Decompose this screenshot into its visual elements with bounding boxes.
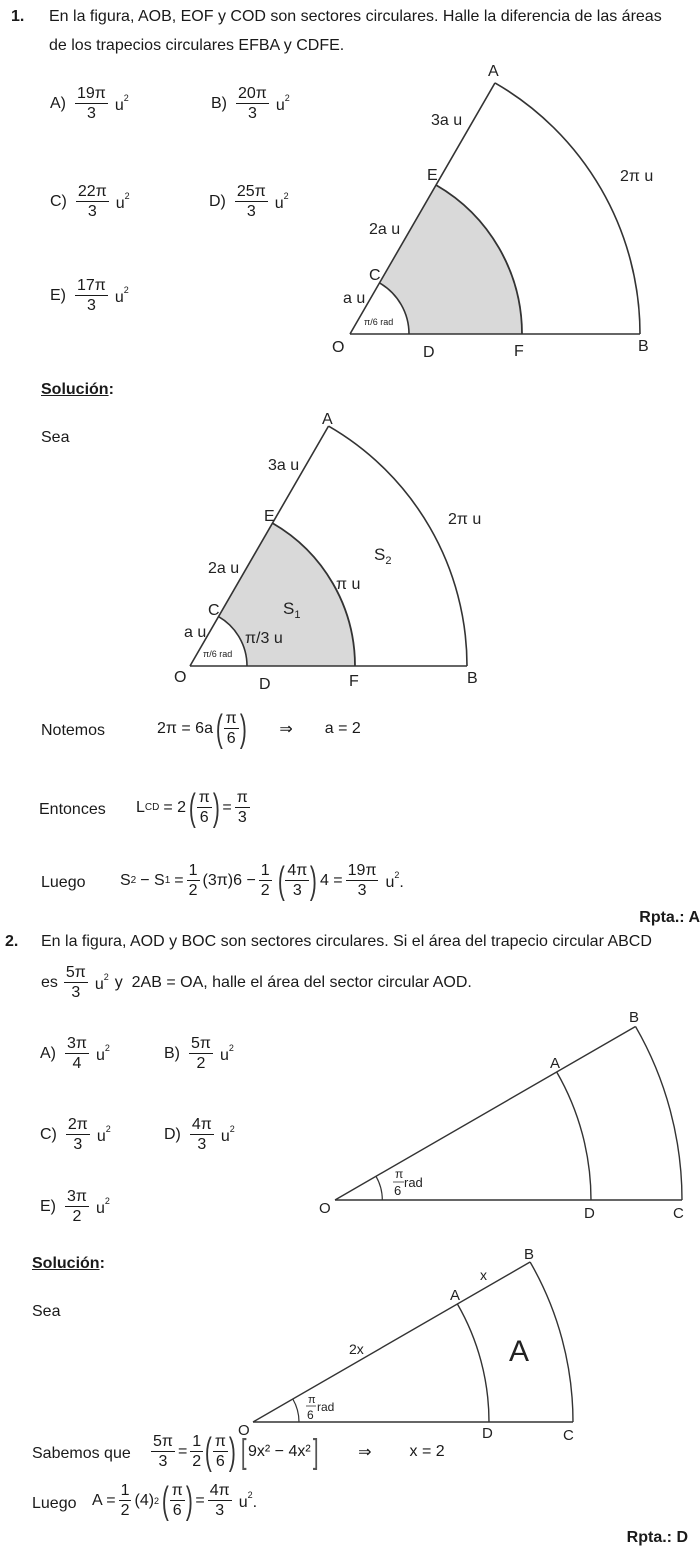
solution-2-step-2-equation: A = $\frac{1}{2}$ (4) 2 ( $\frac{\pi}{6}$ ) = $\frac{4\pi}{3}$ $u^2$. bbox=[92, 1479, 258, 1522]
angle-den: 6 bbox=[307, 1408, 314, 1422]
angle-den: 6 bbox=[394, 1183, 402, 1198]
label-b: B bbox=[467, 670, 478, 687]
segment-co-label: a u bbox=[343, 290, 366, 307]
angle-arc bbox=[376, 1176, 382, 1200]
problem-2-option-a bbox=[40, 1034, 110, 1073]
step-1-label: Notemos bbox=[41, 722, 106, 739]
option-unit: $u^2$ bbox=[114, 284, 129, 306]
problem-2-option-e bbox=[40, 1187, 110, 1226]
label-d: D bbox=[423, 344, 435, 361]
label-c: C bbox=[563, 1427, 574, 1440]
segment-ec-label: 2a u bbox=[208, 560, 240, 577]
answer-2: Rpta.: D bbox=[626, 1529, 688, 1546]
label-b: B bbox=[638, 338, 649, 355]
arc-ad bbox=[457, 1304, 489, 1422]
angle-num: π bbox=[395, 1167, 404, 1181]
arc-ad bbox=[557, 1072, 591, 1200]
problem-2-statement-line-1: En la figura, AOD y BOC son sectores circulares. Si el área del trapecio circular ABCD bbox=[41, 933, 652, 950]
problem-2-option-c bbox=[40, 1115, 111, 1154]
segment-ae-label: 3a u bbox=[431, 112, 463, 129]
option-fraction: $\frac{19\pi}{3}$ bbox=[77, 85, 106, 122]
label-o: O bbox=[319, 1200, 331, 1217]
option-unit: $u^2$ bbox=[95, 1195, 110, 1217]
option-fraction: $\frac{20\pi}{3}$ bbox=[238, 85, 267, 122]
label-d: D bbox=[584, 1205, 595, 1222]
answer-1: Rpta.: A bbox=[639, 909, 700, 926]
angle-label: π/6 rad bbox=[203, 649, 233, 659]
option-fraction: $\frac{3\pi}{2}$ bbox=[67, 1188, 87, 1225]
option-fraction: $\frac{17\pi}{3}$ bbox=[77, 277, 106, 314]
solution-1-intro: Sea bbox=[41, 429, 70, 446]
label-b: B bbox=[629, 1009, 640, 1026]
step-2-label: Entonces bbox=[39, 801, 106, 818]
label-f: F bbox=[514, 343, 524, 360]
label-a: A bbox=[450, 1287, 461, 1304]
label-b: B bbox=[524, 1246, 535, 1263]
option-letter: D) bbox=[164, 1125, 181, 1143]
solution-2-figure bbox=[220, 1225, 600, 1440]
option-letter: C) bbox=[50, 192, 67, 210]
solution-2-step-1-equation: $\frac{5\pi}{3}$ = $\frac{1}{2}$ ( $\frac{\pi}{6}$ ) [ 9x² − 4x² ] ⇒ x = 2 bbox=[153, 1430, 445, 1473]
problem-1-number: 1. bbox=[11, 8, 25, 25]
label-a: A bbox=[322, 411, 333, 428]
problem-2-option-d bbox=[164, 1115, 235, 1154]
option-letter: D) bbox=[209, 192, 226, 210]
problem-2-figure bbox=[300, 1000, 700, 1225]
region-s2-label: $S_2$ bbox=[374, 545, 392, 567]
label-c: C bbox=[369, 267, 381, 284]
label-a: A bbox=[550, 1055, 561, 1072]
label-o: O bbox=[174, 669, 187, 686]
problem-1-figure bbox=[0, 0, 700, 370]
label-c: C bbox=[208, 602, 220, 619]
option-unit: $u^2$ bbox=[115, 190, 130, 212]
label-o: O bbox=[238, 1422, 250, 1439]
label-c: C bbox=[673, 1205, 684, 1222]
angle-unit: rad bbox=[404, 1175, 423, 1190]
option-unit: $u^2$ bbox=[274, 190, 289, 212]
option-letter: A) bbox=[50, 94, 66, 112]
label-f: F bbox=[349, 673, 359, 690]
problem-2-option-b bbox=[164, 1034, 234, 1073]
segment-ab-label: x bbox=[480, 1267, 487, 1283]
arc-bc bbox=[636, 1027, 683, 1201]
problem-2-number: 2. bbox=[5, 933, 19, 950]
region-s1-label: $S_1$ bbox=[283, 599, 301, 621]
arc-bc bbox=[530, 1262, 573, 1422]
segment-ec-label: 2a u bbox=[369, 221, 401, 238]
angle-arc bbox=[293, 1399, 299, 1422]
label-d: D bbox=[482, 1425, 493, 1440]
problem-1-statement-line-1: En la figura, AOB, EOF y COD son sectores circulares. Halle la diferencia de las áreas bbox=[49, 8, 662, 25]
segment-ae-label: 3a u bbox=[268, 457, 300, 474]
arc-cd-label: π/3 u bbox=[245, 630, 283, 647]
option-unit: $u^2$ bbox=[219, 1042, 234, 1064]
option-unit: $u^2$ bbox=[95, 1042, 110, 1064]
segment-co-label: a u bbox=[184, 624, 207, 641]
arc-ef-label: π u bbox=[336, 576, 361, 593]
label-e: E bbox=[427, 167, 438, 184]
option-fraction: $\frac{2\pi}{3}$ bbox=[67, 1116, 88, 1153]
segment-oa-label: 2x bbox=[349, 1341, 364, 1357]
angle-num: π bbox=[308, 1394, 316, 1406]
option-fraction: $\frac{25\pi}{3}$ bbox=[236, 183, 266, 220]
solution-1-heading: Solución: bbox=[41, 381, 114, 398]
solution-2-intro: Sea bbox=[32, 1303, 61, 1320]
option-unit: $u^2$ bbox=[275, 92, 290, 114]
option-fraction: $\frac{5\pi}{2}$ bbox=[191, 1035, 211, 1072]
solution-1-figure bbox=[0, 380, 700, 710]
solution-2-step-1-label: Sabemos que bbox=[32, 1445, 131, 1462]
option-fraction: $\frac{3\pi}{4}$ bbox=[67, 1035, 87, 1072]
label-a: A bbox=[488, 63, 499, 80]
option-unit: $u^2$ bbox=[114, 92, 129, 114]
problem-1-statement-line-2: de los trapecios circulares EFBA y CDFE. bbox=[49, 37, 345, 54]
option-letter: B) bbox=[164, 1044, 180, 1062]
label-d: D bbox=[259, 676, 271, 693]
option-letter: E) bbox=[40, 1197, 56, 1215]
step-3-equation: S 2 − S 1 = $\frac{1}{2}$ (3π)6 − $\frac{1}{2}$ ( $\frac{4\pi}{3}$ ) 4 = $\frac{19\pi}{3}$ $u^2$. bbox=[120, 859, 404, 902]
option-fraction: $\frac{4\pi}{3}$ bbox=[191, 1116, 212, 1153]
arc-ab-label: 2π u bbox=[448, 511, 482, 528]
label-o: O bbox=[332, 339, 345, 356]
option-letter: E) bbox=[50, 286, 66, 304]
option-unit: $u^2$ bbox=[220, 1123, 235, 1145]
option-unit: $u^2$ bbox=[96, 1123, 111, 1145]
step-3-label: Luego bbox=[41, 874, 86, 891]
shaded-trapezoid-cdfe bbox=[380, 185, 523, 334]
solution-2-step-2-label: Luego bbox=[32, 1495, 77, 1512]
region-a-label: A bbox=[509, 1335, 530, 1368]
shaded-region-s1 bbox=[219, 523, 356, 666]
solution-2-heading: Solución: bbox=[32, 1255, 105, 1272]
step-2-equation: L CD = 2 ( $\frac{\pi}{6}$ ) = $\frac{\pi}{3}$ bbox=[136, 786, 248, 829]
angle-label: π/6 rad bbox=[364, 317, 394, 327]
option-letter: C) bbox=[40, 1125, 57, 1143]
option-fraction: $\frac{22\pi}{3}$ bbox=[77, 183, 107, 220]
arc-ab-label: 2π u bbox=[620, 168, 654, 185]
angle-unit: rad bbox=[317, 1400, 335, 1414]
problem-2-statement-line-2: es $\frac{5\pi}{3}$ $u^2$ y 2AB = OA , halle el área del sector circular AOD. bbox=[41, 964, 472, 1001]
step-1-equation: 2π = 6a ( $\frac{\pi}{6}$ ) ⇒ a = 2 bbox=[157, 707, 361, 750]
label-e: E bbox=[264, 508, 275, 525]
option-letter: B) bbox=[211, 94, 227, 112]
option-letter: A) bbox=[40, 1044, 56, 1062]
